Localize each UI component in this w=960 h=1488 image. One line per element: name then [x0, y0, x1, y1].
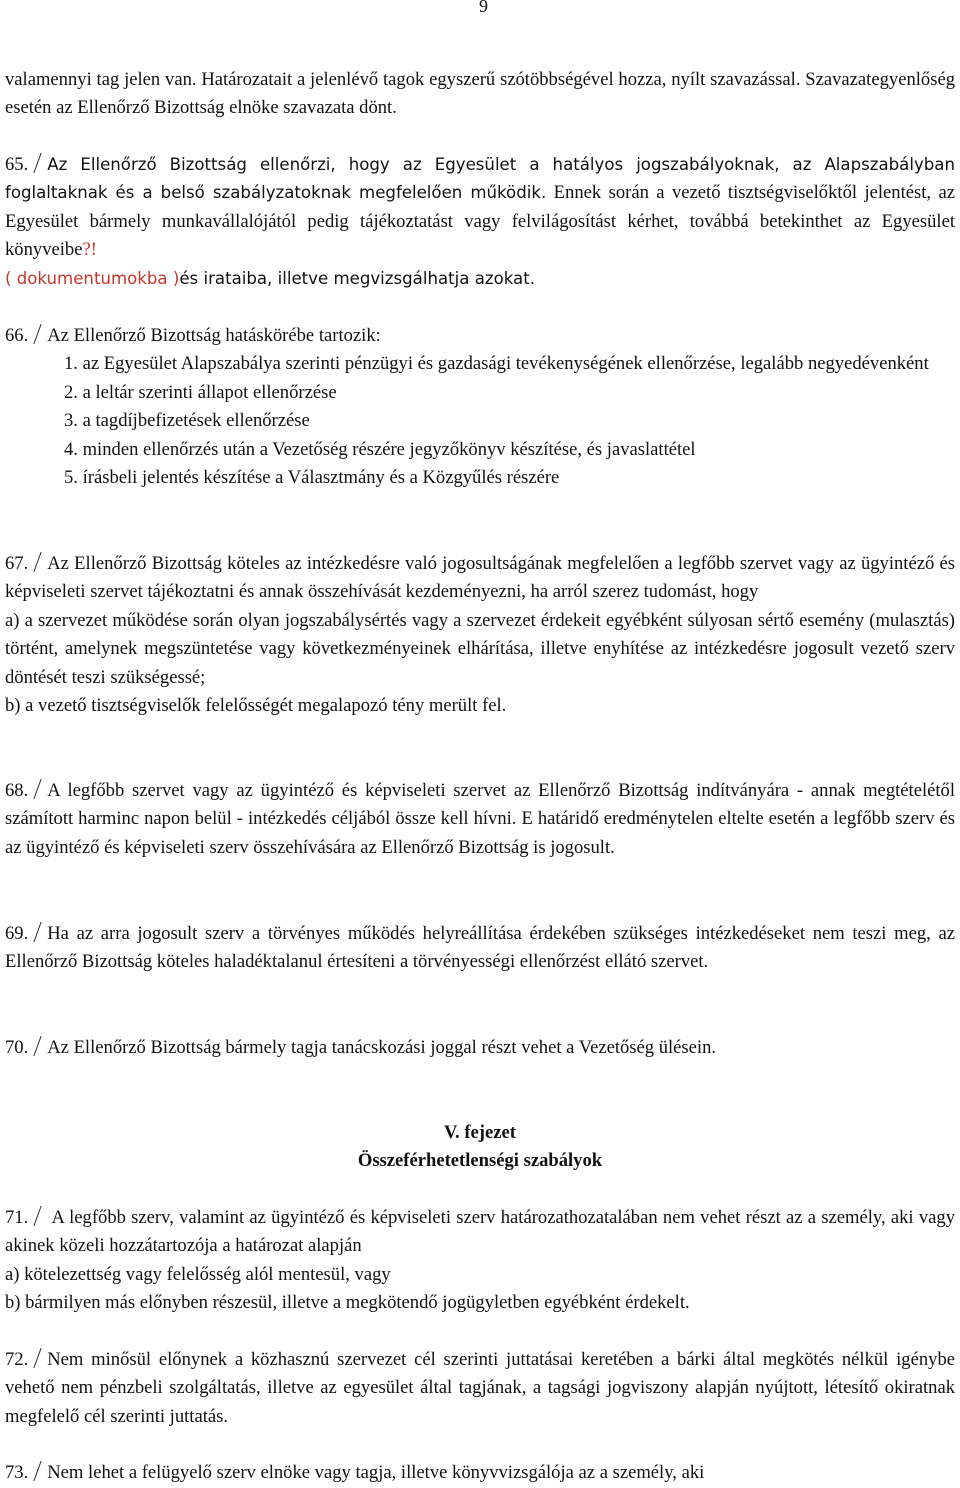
paragraph-65: [5, 151, 955, 293]
paragraph-number: 69.: [5, 923, 29, 944]
paragraph-point-b: b) bármilyen más előnyben részesül, illetve a megkötendő jogügyletben egyébként érdekelt.: [5, 1292, 690, 1314]
chapter-number: V. fejezet: [444, 1122, 516, 1143]
list-item: 2. a leltár szerinti állapot ellenőrzése: [64, 381, 337, 403]
paragraph-73: [5, 1459, 955, 1487]
annotation-mark-icon: [34, 779, 42, 799]
annotation-mark-icon: [34, 1036, 42, 1056]
chapter-title: Összeférhetetlenségi szabályok: [357, 1150, 603, 1172]
annotation-mark-icon: [34, 324, 42, 344]
paragraph-number: 71.: [5, 1207, 29, 1228]
item-list: [64, 350, 955, 492]
paragraph-point-a: a) kötelezettség vagy felelősség alól mentesül, vagy: [5, 1263, 391, 1285]
list-item: 5. írásbeli jelentés készítése a Választmány és a Közgyűlés részére: [64, 467, 560, 489]
annotation-mark-icon: [34, 1206, 42, 1226]
paragraph-text: Ennek során a vezető tisztségviselőktől jelentést, az Egyesület bármely munkavállalójától pedig tájékoztatást vagy felvilágosítást kérhet, továbbá betekinthet az Egyesület könyveibe: [5, 182, 955, 261]
paragraph-text: Nem minősül előnynek a közhasznú szervezet cél szerinti juttatásai keretében a bárki által megkötés nélkül igénybe vehető nem pénzbeli szolgáltatás, illetve az egyesület által tagjának, a tagsági jogviszony alapján nyújtott, létesítő okiratnak megfelelő cél szerinti juttatás.: [5, 1349, 955, 1427]
annotation-mark-icon: [34, 1348, 42, 1368]
paragraph-number: 70.: [5, 1037, 29, 1058]
paragraph-70: [5, 1034, 955, 1062]
annotation-mark-icon: [34, 922, 42, 942]
annotation-mark-icon: [34, 153, 42, 173]
paragraph-number: 67.: [5, 553, 29, 574]
paragraph-intro: [5, 66, 955, 123]
paragraph-72: [5, 1346, 955, 1431]
chapter-heading: [5, 1119, 955, 1176]
paragraph-71: [5, 1204, 955, 1318]
annotation-mark-icon: [34, 552, 42, 572]
paragraph-69: [5, 920, 955, 977]
list-item: 3. a tagdíjbefizetések ellenőrzése: [64, 410, 310, 432]
paragraph-number: 65.: [5, 154, 29, 175]
paragraph-text-sans: Az Ellenőrző Bizottság ellenőrzi, hogy az Egyesület a hatályos jogszabályoknak, az Alapszabályban foglaltaknak és a belső szabályzatoknak megfelelően működik.: [5, 155, 955, 203]
paragraph-text: Ha az arra jogosult szerv a törvényes működés helyreállítása érdekében szükséges intézkedéseket nem teszi meg, az Ellenőrző Bizottság köteles haladéktalanul értesíteni a törvényességi ellenőrzést ellátó szervet.: [5, 923, 955, 973]
list-item: 1. az Egyesület Alapszabálya szerinti pénzügyi és gazdasági tevékenységének ellenőrzése, legalább negyedévenként: [64, 353, 929, 375]
paragraph-title: Az Ellenőrző Bizottság hatáskörébe tartozik:: [47, 325, 381, 346]
paragraph-point-b: b) a vezető tisztségviselők felelősségét megalapozó tény merült fel.: [5, 695, 507, 717]
revision-mark: ?!: [82, 239, 97, 261]
paragraph-text: Az Ellenőrző Bizottság köteles az intézkedésre való jogosultságának megfelelően a legfőbb szervet vagy az ügyintéző és képviseleti szervet tájékoztatni és annak összehívását kezdeményezni, ha arról szerez tudomást, hogy: [5, 553, 955, 603]
paragraph-number: 66.: [5, 325, 29, 346]
paragraph-text: A legfőbb szervet vagy az ügyintéző és képviseleti szervet az Ellenőrző Bizottság indítványára - annak megtételétől számított harminc napon belül - intézkedés céljából össze kell hívni. E határidő eredménytelen eltelte esetén a legfőbb szerv és az ügyintéző és képviseleti szerv összehívására az Ellenőrző Bizottság is jogosult.: [5, 780, 955, 858]
page-number: 9: [479, 0, 488, 16]
paragraph-66: [5, 322, 955, 492]
list-item: 4. minden ellenőrzés után a Vezetőség részére jegyzőkönyv készítése, és javaslattétel: [64, 438, 696, 460]
paragraph-text: Nem lehet a felügyelő szerv elnöke vagy tagja, illetve könyvvizsgálója az a személy, aki: [47, 1462, 705, 1483]
paragraph-text: valamennyi tag jelen van. Határozatait a jelenlévő tagok egyszerű szótöbbségével hozza, nyílt szavazással. Szavazategyenlőség esetén az Ellenőrző Bizottság elnöke szavazata dönt.: [5, 69, 955, 119]
paragraph-point-a: a) a szervezet működése során olyan jogszabálysértés vagy a szervezet érdekeit egyébként súlyosan sértő esemény (mulasztás) történt, amelynek megszüntetése vagy következményeinek elhárítása, illetve enyhítése az intézkedésre jogosult vezető szerv döntését teszi szükségessé;: [5, 609, 955, 688]
paragraph-number: 72.: [5, 1349, 29, 1370]
paragraph-number: 73.: [5, 1462, 29, 1483]
paragraph-text: Az Ellenőrző Bizottság bármely tagja tanácskozási joggal részt vehet a Vezetőség ülésein.: [47, 1037, 717, 1058]
revision-insert: ( dokumentumokba ): [5, 268, 180, 288]
paragraph-text-sans: és irataiba, illetve megvizsgálhatja azokat.: [179, 268, 536, 288]
paragraph-67: [5, 550, 955, 720]
paragraph-number: 68.: [5, 780, 29, 801]
annotation-mark-icon: [34, 1461, 42, 1481]
paragraph-text: A legfőbb szerv, valamint az ügyintéző és képviseleti szerv határozathozatalában nem vehet részt az a személy, aki vagy akinek közeli hozzátartozója a határozat alapján: [5, 1207, 955, 1257]
paragraph-68: [5, 777, 955, 862]
